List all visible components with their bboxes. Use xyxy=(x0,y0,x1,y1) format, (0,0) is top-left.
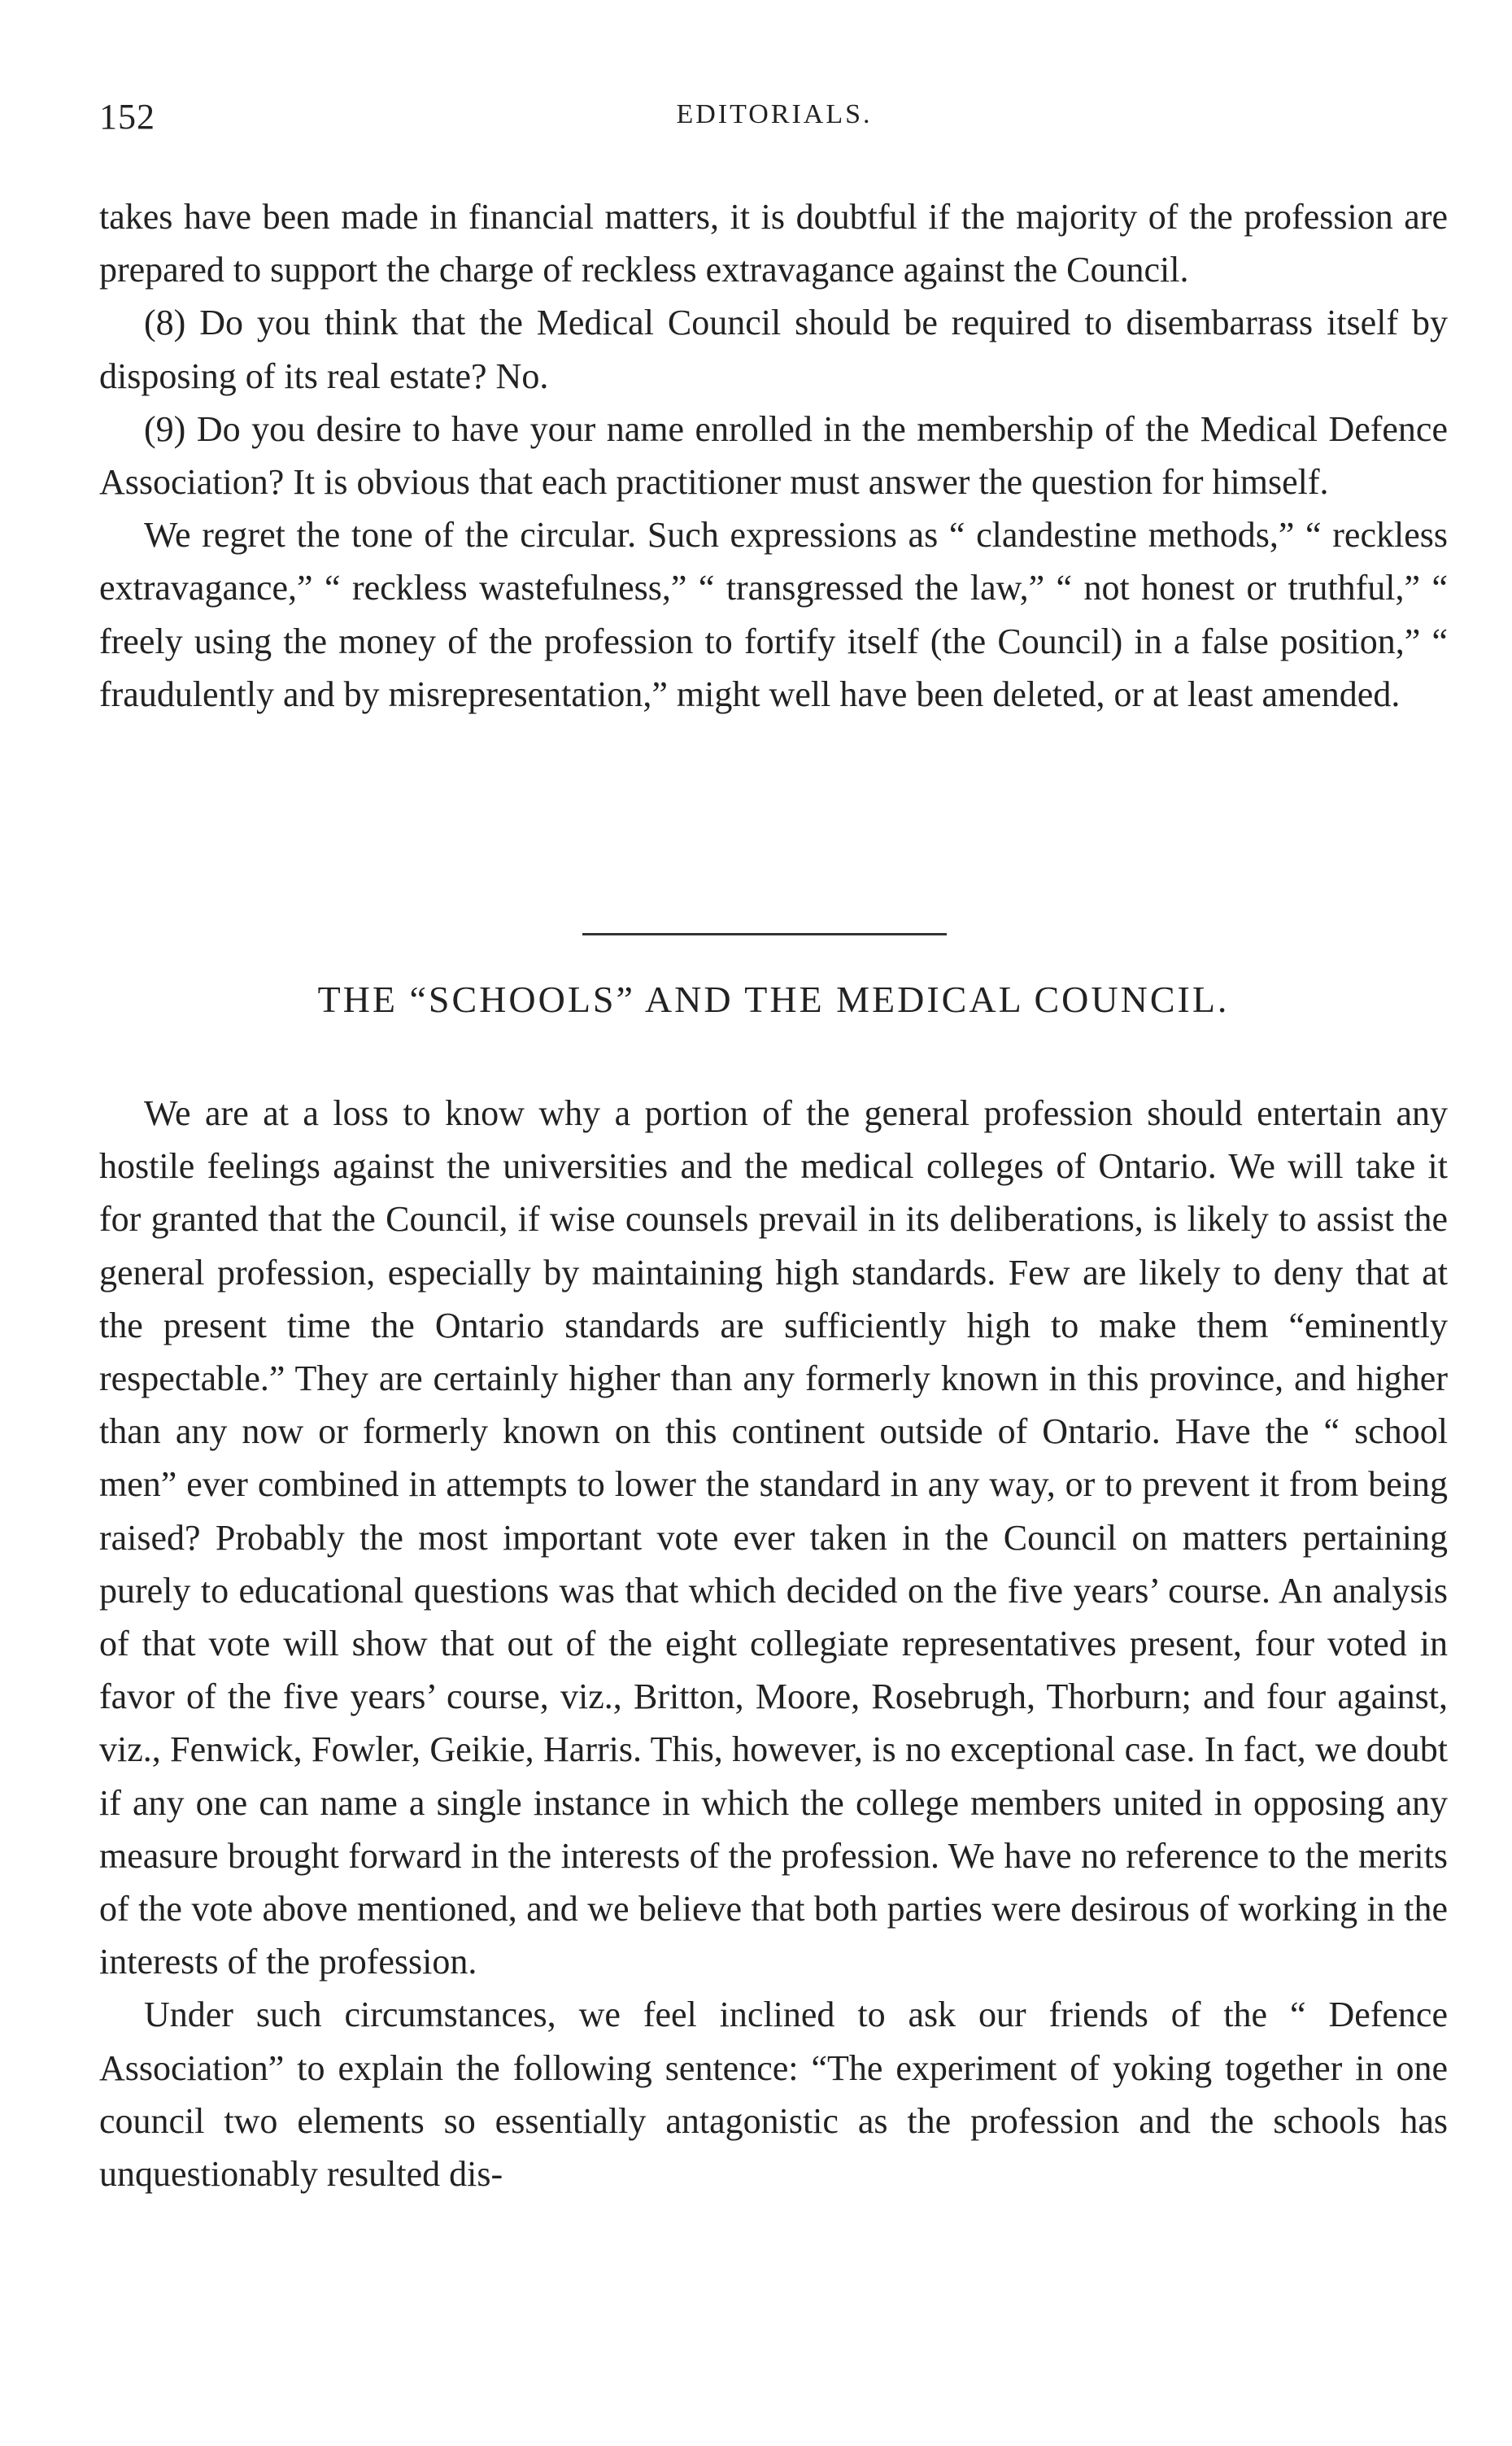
section-body xyxy=(99,1087,1448,2200)
running-head: EDITORIALS. xyxy=(676,99,873,129)
paragraph: We are at a loss to know why a portion of the general profession should entertain any hostile feelings against the universities and the medical colleges of Ontario. We will take it for granted that the Council, if wise counsels prevail in its deliberations, is likely to assist the general profession, especially by maintaining high standards. Few are likely to deny that at the present time the Ontario standards are sufficiently high to make them “eminently respectable.” They are certainly higher than any formerly known in this province, and higher than any now or formerly known on this continent outside of Ontario. Have the “ school men” ever combined in attempts to lower the standard in any way, or to prevent it from being raised? Probably the most important vote ever taken in the Council on matters pertaining purely to educational questions was that which decided on the five years’ course. An analysis of that vote will show that out of the eight collegiate representatives present, four voted in favor of the five years’ course, viz., Britton, Moore, Rosebrugh, Thorburn; and four against, viz., Fenwick, Fowler, Geikie, Harris. This, however, is no exceptional case. In fact, we doubt if any one can name a single instance in which the college members united in opposing any measure brought forward in the interests of the profession. We have no reference to the merits of the vote above mentioned, and we believe that both parties were desirous of working in the interests of the profession. xyxy=(99,1093,1448,1982)
section-title: THE “SCHOOLS” AND THE MEDICAL COUNCIL. xyxy=(317,979,1230,1020)
paragraph: (9) Do you desire to have your name enrolled in the membership of the Medical Defence Association? It is obvious that each practitioner must answer the question for himself. xyxy=(99,408,1448,503)
editorial-continuation xyxy=(99,190,1448,721)
paragraph: takes have been made in financial matters, it is doubtful if the majority of the profession are prepared to support the charge of reckless extravagance against the Council. xyxy=(99,197,1448,290)
page-header xyxy=(99,96,1449,145)
paragraph: We regret the tone of the circular. Such expressions as “ clandestine methods,” “ reckless extravagance,” “ reckless wastefulness,” “ transgressed the law,” “ not honest or truthful,” “ freely using the money of the profession to fortify itself (the Council) in a false position,” “ fraudulently and by misrepresentation,” might well have been deleted, or at least amended. xyxy=(99,515,1448,714)
paragraph: (8) Do you think that the Medical Council should be required to disembarrass itself by disposing of its real estate? No. xyxy=(99,303,1448,396)
paragraph: Under such circumstances, we feel inclined to ask our friends of the “ Defence Association” to explain the following sentence: “The experiment of yoking together in one council two elements so essentially antagonistic as the profession and the schools has unquestionably resulted dis- xyxy=(99,1995,1448,2195)
page-number: 152 xyxy=(99,97,155,137)
section-divider xyxy=(582,933,947,935)
